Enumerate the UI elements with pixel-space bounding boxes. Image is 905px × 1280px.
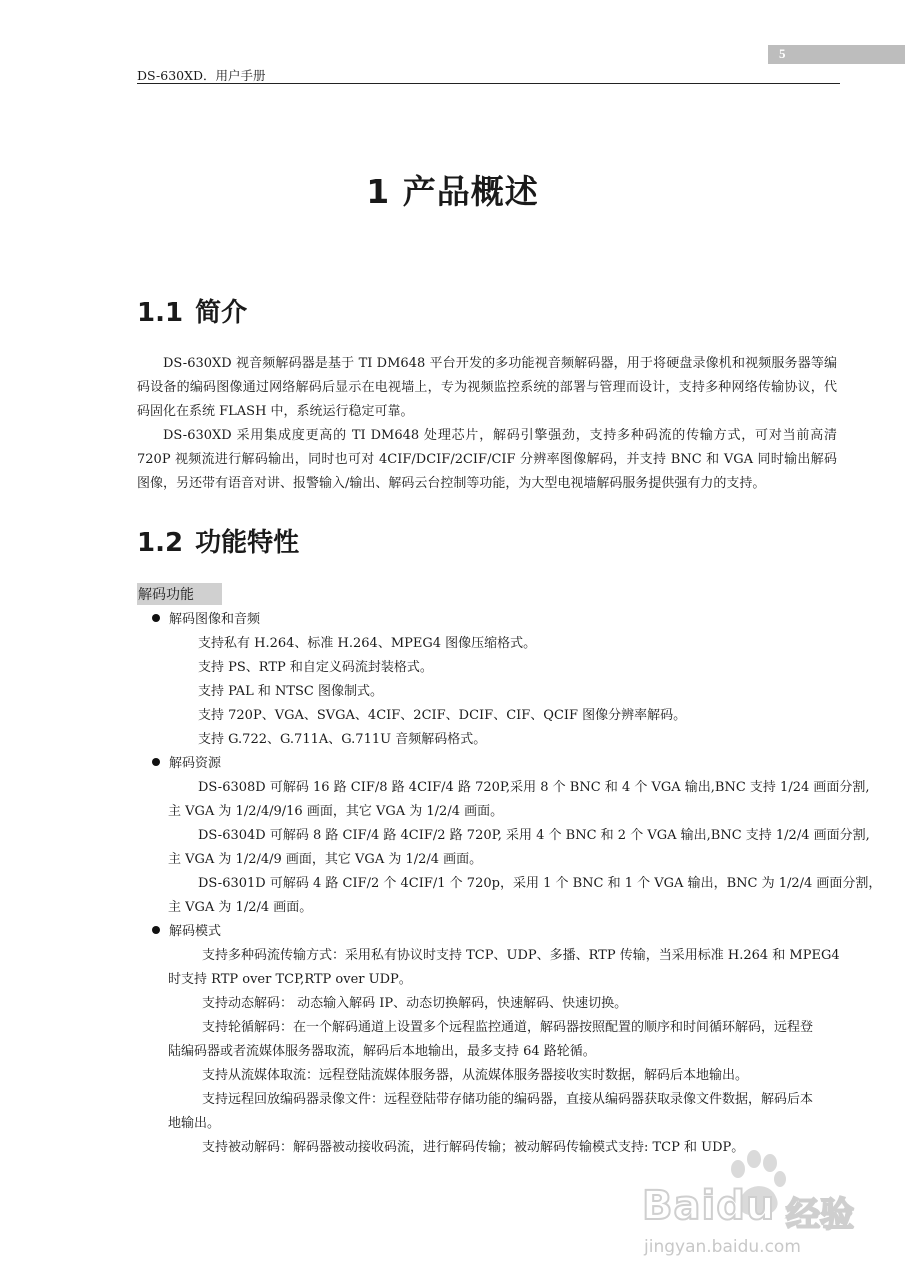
list-item: 支持 720P、VGA、SVGA、4CIF、2CIF、DCIF、CIF、QCIF 图像分辨率解码。	[198, 708, 687, 723]
list-item: 支持 PAL 和 NTSC 图像制式。	[198, 684, 384, 699]
bullet-dot-icon	[152, 926, 160, 934]
list-item: 支持被动解码：解码器被动接收码流，进行解码传输；被动解码传输模式支持: TCP 和 UDP。	[202, 1140, 745, 1155]
list-item: 支持多种码流传输方式：采用私有协议时支持 TCP、UDP、多播、RTP 传输，当采用标准 H.264 和 MPEG4	[202, 948, 840, 963]
page-number: 5	[779, 46, 786, 61]
section-title-text: 简介	[195, 298, 248, 328]
intro-paragraph-2: DS-630XD 采用集成度更高的 TI DM648 处理芯片，解码引擎强劲，支持多种码流的传输方式，可对当前高清 720P 视频流进行解码输出，同时也可对 4CIF/DCIF/2CIF/CIF 分辨率图像解码，并支持 BNC 和 VGA 同时输出解码图像，另还带有语音对讲、报警输入/输出、解码云台控制等功能，为大型电视墙解码服务提供强有力的支持。	[137, 428, 837, 491]
section-title-text: 功能特性	[195, 528, 300, 558]
list-item: 时支持 RTP over TCP,RTP over UDP。	[168, 972, 412, 987]
header-doc-title: DS-630XD．用户手册	[137, 68, 266, 83]
bullet-dot-icon	[152, 614, 160, 622]
list-item: 支持远程回放编码器录像文件：远程登陆带存储功能的编码器，直接从编码器获取录像文件数据，解码后本	[202, 1092, 814, 1107]
bullet-decode-modes: 解码模式	[152, 920, 221, 939]
baidu-jingyan-watermark	[620, 1145, 890, 1265]
list-item: 主 VGA 为 1/2/4/9 画面，其它 VGA 为 1/2/4 画面。	[168, 852, 483, 867]
list-item: 陆编码器或者流媒体服务器取流，解码后本地输出，最多支持 64 路轮循。	[168, 1044, 596, 1059]
section-title-1-1	[137, 292, 247, 329]
page-number-box	[768, 45, 905, 64]
header-rule	[137, 83, 840, 84]
list-item: 地输出。	[168, 1116, 221, 1131]
list-item: 支持动态解码： 动态输入解码 IP、动态切换解码，快速解码、快速切换。	[202, 996, 628, 1011]
bullet-decode-resources: 解码资源	[152, 752, 221, 771]
watermark-url: jingyan.baidu.com	[644, 1237, 801, 1257]
section-number: 1.2	[137, 528, 184, 558]
subheading-decode-function: 解码功能	[137, 583, 222, 605]
watermark-brand-cn: 经验	[786, 1195, 854, 1235]
list-item: DS-6308D 可解码 16 路 CIF/8 路 4CIF/4 路 720P,采用 8 个 BNC 和 4 个 VGA 输出,BNC 支持 1/24 画面分割,	[198, 780, 870, 795]
list-item: 主 VGA 为 1/2/4 画面。	[168, 900, 313, 915]
section-title-1-2	[137, 522, 299, 559]
list-item: 支持 PS、RTP 和自定义码流封装格式。	[198, 660, 433, 675]
list-item: 主 VGA 为 1/2/4/9/16 画面，其它 VGA 为 1/2/4 画面。	[168, 804, 504, 819]
section-number: 1.1	[137, 298, 184, 328]
chapter-title: 1 产品概述	[366, 172, 539, 211]
list-item: 支持 G.722、G.711A、G.711U 音频解码格式。	[198, 732, 487, 747]
watermark-brand: Baidu	[642, 1183, 776, 1229]
intro-paragraph-1: DS-630XD 视音频解码器是基于 TI DM648 平台开发的多功能视音频解码器，用于将硬盘录像机和视频服务器等编码设备的编码图像通过网络解码后显示在电视墙上，专为视频监控系统的部署与管理而设计，支持多种网络传输协议，代码固化在系统 FLASH 中，系统运行稳定可靠。	[137, 356, 837, 419]
list-item: 支持私有 H.264、标准 H.264、MPEG4 图像压缩格式。	[198, 636, 537, 651]
list-item: 支持轮循解码：在一个解码通道上设置多个远程监控通道，解码器按照配置的顺序和时间循环解码，远程登	[202, 1020, 814, 1035]
bullet-decode-image-audio: 解码图像和音频	[152, 608, 260, 627]
bullet-dot-icon	[152, 758, 160, 766]
list-item: 支持从流媒体取流：远程登陆流媒体服务器，从流媒体服务器接收实时数据，解码后本地输出。	[202, 1068, 749, 1083]
list-item: DS-6301D 可解码 4 路 CIF/2 个 4CIF/1 个 720p，采用 1 个 BNC 和 1 个 VGA 输出，BNC 为 1/2/4 画面分割，	[198, 876, 882, 891]
list-item: DS-6304D 可解码 8 路 CIF/4 路 4CIF/2 路 720P, 采用 4 个 BNC 和 2 个 VGA 输出,BNC 支持 1/2/4 画面分割,	[198, 828, 870, 843]
